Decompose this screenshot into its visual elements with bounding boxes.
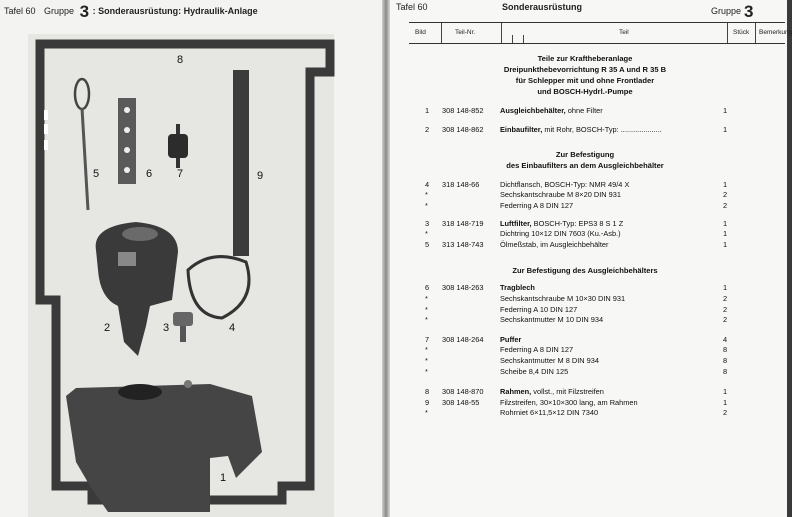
label-7: 7 (177, 168, 184, 180)
cell-stueck: 2 (723, 190, 728, 199)
heading-1-line: und BOSCH-Hydrl.-Pumpe (537, 87, 633, 96)
cell-bild: 9 (425, 398, 430, 407)
part-description: BOSCH-Typ: EPS3 8 S 1 Z (531, 219, 624, 228)
cell-teil-nr: 308 148-862 (442, 125, 484, 134)
cell-bild: 7 (425, 335, 430, 344)
cell-teil (500, 294, 625, 303)
table-row (390, 201, 787, 211)
label-8: 8 (177, 54, 184, 66)
cell-bild: * (425, 408, 428, 417)
part-description: Scheibe 8,4 DIN 125 (500, 367, 569, 376)
right-page (390, 0, 792, 517)
cell-stueck: 1 (723, 283, 728, 292)
section-heading-1 (450, 53, 720, 97)
cell-teil (500, 387, 604, 396)
cell-teil-nr: 308 148-263 (442, 283, 484, 292)
part-name: Ausgleichbehälter, (500, 106, 566, 115)
cell-bild: 2 (425, 125, 430, 134)
cell-bild: 6 (425, 283, 430, 292)
part-description: Sechskantmutter M 8 DIN 934 (500, 356, 599, 365)
left-page (0, 0, 382, 517)
cell-teil (500, 190, 621, 199)
part-description: Sechskantschraube M 10×30 DIN 931 (500, 294, 626, 303)
cell-teil (500, 367, 568, 376)
cell-teil-nr: 313 148-743 (442, 240, 484, 249)
cell-stueck: 8 (723, 356, 728, 365)
part-description: mit Rohr, BOSCH-Typ: .................... (542, 125, 662, 134)
cell-stueck: 1 (723, 180, 728, 189)
left-gruppe-number: 3 (79, 2, 90, 21)
cell-teil (500, 398, 638, 407)
part-description: Ölmeßstab, im Ausgleichbehälter (500, 240, 609, 249)
right-gruppe-label: Gruppe (711, 6, 742, 16)
cell-teil-nr: 318 148-66 (442, 180, 480, 189)
right-title: Sonderausrüstung (502, 2, 583, 12)
cell-teil (500, 356, 599, 365)
cell-teil (500, 345, 573, 354)
table-row (390, 356, 787, 366)
cell-stueck: 2 (723, 305, 728, 314)
table-row (390, 106, 787, 116)
cell-teil (500, 315, 603, 324)
cell-bild: * (425, 305, 428, 314)
cell-bild: * (425, 315, 428, 324)
cell-teil (500, 106, 603, 115)
heading-2-line: Zur Befestigung (555, 150, 615, 159)
table-row (390, 125, 787, 135)
table-row (390, 190, 787, 200)
part-name: Tragblech (500, 283, 535, 292)
cell-teil-nr: 308 148-264 (442, 335, 484, 344)
col-bild: Bild (415, 29, 426, 36)
table-row (390, 229, 787, 239)
part-description: Federring A 8 DIN 127 (500, 201, 574, 210)
cell-teil-nr: 308 148-870 (442, 387, 484, 396)
part-description: Dichtflansch, BOSCH-Typ: NMR 49/4 X (500, 180, 630, 189)
table-row (390, 305, 787, 315)
heading-1-line: für Schlepper mit und ohne Frontlader (515, 76, 655, 85)
col-teil: Teil (619, 29, 629, 36)
part-description: Sechskantmutter M 10 DIN 934 (500, 315, 604, 324)
cell-stueck: 1 (723, 125, 728, 134)
table-row (390, 180, 787, 190)
part-name: Einbaufilter, (500, 125, 543, 134)
table-row (390, 294, 787, 304)
heading-1-line: Dreipunkthebevorrichtung R 35 A und R 35 B (503, 65, 667, 74)
heading-1-line: Teile zur Kraftheberanlage (537, 54, 633, 63)
label-5: 5 (93, 168, 100, 180)
table-header (409, 22, 792, 44)
cell-teil-nr: 308 148-55 (442, 398, 480, 407)
cell-bild: * (425, 367, 428, 376)
part-description: ohne Filter (565, 106, 603, 115)
left-tafel: Tafel 60 (4, 6, 36, 16)
part-name: Puffer (500, 335, 522, 344)
table-row (390, 367, 787, 377)
col-stueck: Stück (733, 29, 750, 36)
cell-bild: 4 (425, 180, 430, 189)
table-row (390, 345, 787, 355)
cell-bild: 3 (425, 219, 430, 228)
cell-teil-nr: 308 148-852 (442, 106, 484, 115)
section-heading-2 (450, 149, 720, 171)
col-bemerkung: Bemerkung (759, 29, 792, 36)
left-gruppe: Gruppe (44, 6, 75, 16)
cell-stueck: 8 (723, 345, 728, 354)
cell-stueck: 8 (723, 367, 728, 376)
label-6: 6 (146, 168, 153, 180)
table-row (390, 335, 787, 345)
cell-bild: * (425, 356, 428, 365)
cell-teil (500, 125, 662, 134)
cell-stueck: 2 (723, 294, 728, 303)
cell-stueck: 1 (723, 387, 728, 396)
cell-bild: * (425, 229, 428, 238)
table-row (390, 398, 787, 408)
table-row (390, 240, 787, 250)
cell-bild: * (425, 345, 428, 354)
cell-teil (500, 283, 535, 292)
part-description: Federring A 10 DIN 127 (500, 305, 578, 314)
cell-stueck: 1 (723, 106, 728, 115)
left-title: : Sonderausrüstung: Hydraulik-Anlage (92, 6, 258, 16)
cell-teil (500, 305, 577, 314)
part-description: Rohrniet 6×11,5×12 DIN 7340 (500, 408, 599, 417)
cell-teil (500, 180, 629, 189)
label-2: 2 (104, 322, 111, 334)
right-gruppe-number: 3 (744, 2, 754, 21)
part-name: Rahmen, (500, 387, 532, 396)
part-description: Filzstreifen, 30×10×300 lang, am Rahmen (500, 398, 638, 407)
label-4: 4 (229, 322, 236, 334)
table-row (390, 283, 787, 293)
table-row (390, 408, 787, 418)
cell-bild: * (425, 201, 428, 210)
cell-bild: * (425, 294, 428, 303)
cell-bild: * (425, 190, 428, 199)
table-row (390, 315, 787, 325)
part-description: Federring A 8 DIN 127 (500, 345, 574, 354)
cell-teil-nr: 318 148-719 (442, 219, 484, 228)
cell-teil (500, 229, 621, 238)
label-1: 1 (220, 472, 227, 484)
cell-stueck: 2 (723, 201, 728, 210)
cell-teil (500, 335, 521, 344)
cell-teil (500, 408, 598, 417)
right-gruppe (711, 2, 754, 22)
cell-stueck: 1 (723, 219, 728, 228)
parts-illustration (0, 0, 382, 517)
label-3: 3 (163, 322, 170, 334)
table-row (390, 387, 787, 397)
right-tafel: Tafel 60 (396, 2, 428, 12)
part-description: Dichtring 10×12 DIN 7603 (Ku.-Asb.) (500, 229, 621, 238)
cell-stueck: 4 (723, 335, 728, 344)
col-teil-nr: Teil-Nr. (455, 29, 476, 36)
part-description: Sechskantschraube M 8×20 DIN 931 (500, 190, 621, 199)
cell-stueck: 1 (723, 240, 728, 249)
heading-2-line: des Einbaufilters an dem Ausgleichbehälter (506, 161, 664, 170)
cell-bild: 5 (425, 240, 430, 249)
label-9: 9 (257, 170, 264, 182)
table-row (390, 219, 787, 229)
cell-teil (500, 219, 623, 228)
cell-stueck: 1 (723, 398, 728, 407)
cell-stueck: 1 (723, 229, 728, 238)
cell-teil (500, 240, 608, 249)
cell-bild: 1 (425, 106, 430, 115)
section-heading-3: Zur Befestigung des Ausgleichbehälters (512, 266, 658, 275)
cell-stueck: 2 (723, 315, 728, 324)
cell-stueck: 2 (723, 408, 728, 417)
cell-bild: 8 (425, 387, 430, 396)
cell-teil (500, 201, 573, 210)
part-description: vollst., mit Filzstreifen (531, 387, 604, 396)
book-gutter (382, 0, 390, 517)
part-name: Luftfilter, (500, 219, 532, 228)
